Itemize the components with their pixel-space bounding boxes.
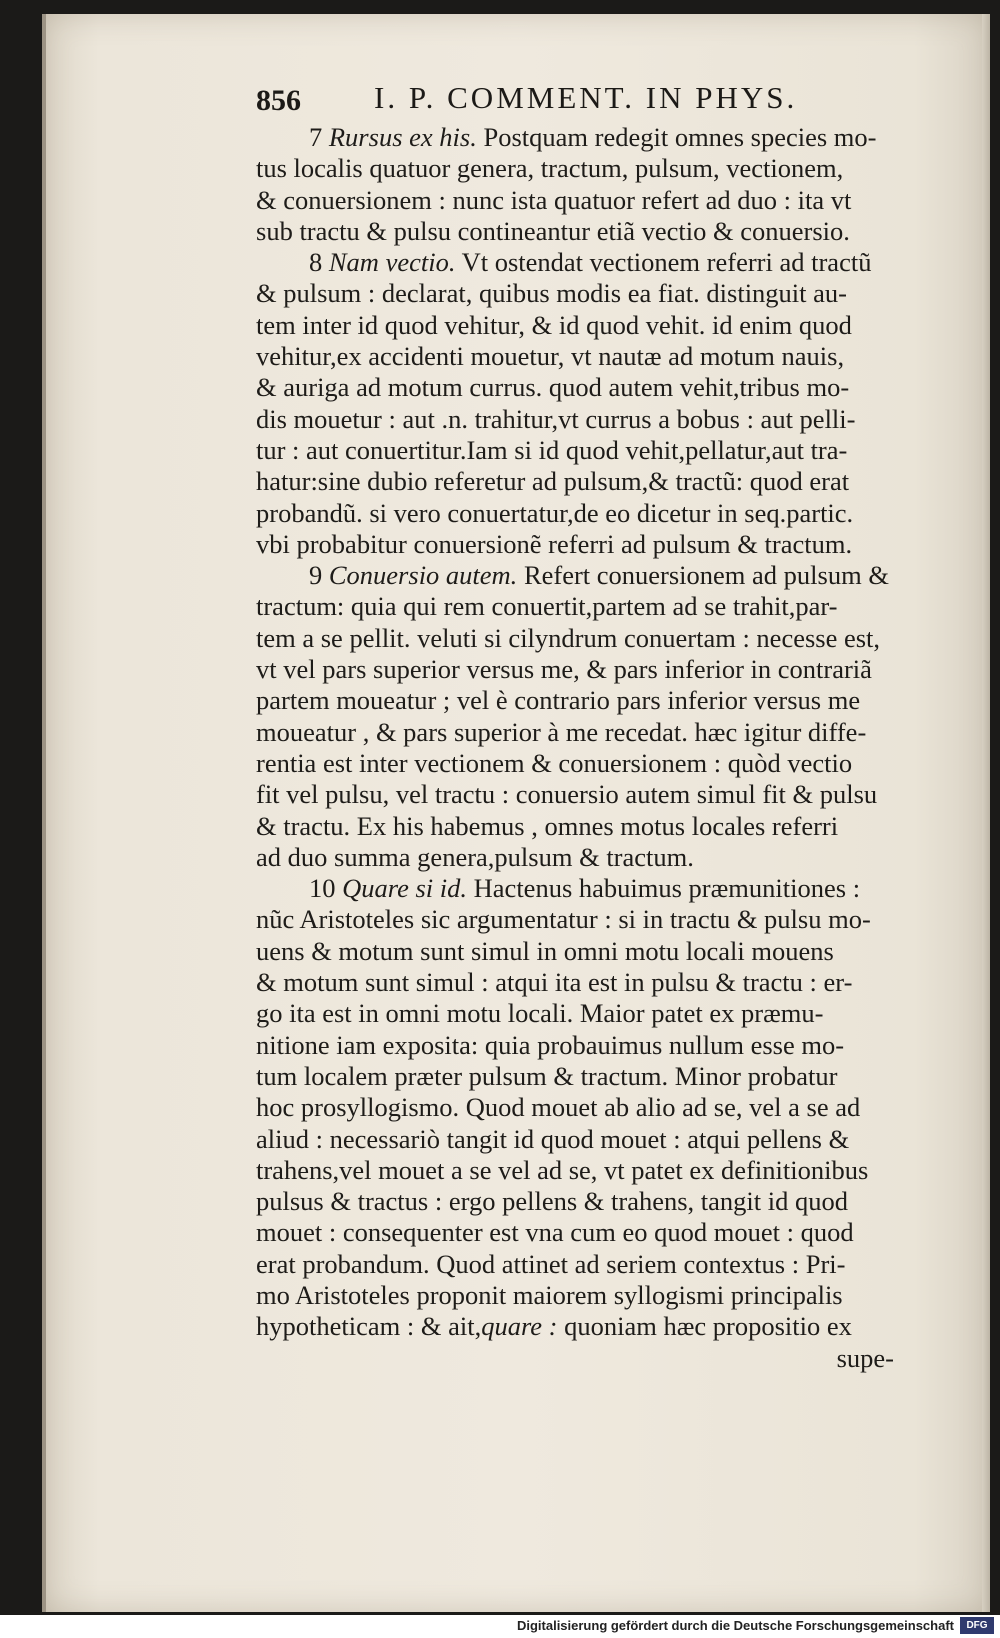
footer-bar bbox=[0, 1615, 1000, 1638]
text-line: & conuersionem : nunc ista quatuor refert ad duo : ita vt bbox=[256, 184, 852, 215]
text-line: & motum sunt simul : atqui ita est in pulsu & tractu : er- bbox=[256, 967, 853, 998]
running-head-title: I. P. COMMENT. IN PHYS. bbox=[374, 80, 798, 115]
running-head bbox=[256, 80, 876, 124]
text-line: tur : aut conuertitur.Iam si id quod vehit,pellatur,aut tra- bbox=[256, 434, 848, 465]
text-line: nũc Aristoteles sic argumentatur : si in tractu & pulsu mo- bbox=[256, 904, 871, 935]
lemma-cue: Conuersio autem. bbox=[328, 560, 518, 591]
text-line: pulsus & tractus : ergo pellens & trahens, tangit id quod bbox=[256, 1186, 848, 1217]
page-number: 856 bbox=[256, 84, 301, 117]
text-line: ad duo summa genera,pulsum & tractum. bbox=[256, 841, 694, 872]
text-line: vt vel pars superior versus me, & pars inferior in contrariã bbox=[256, 654, 872, 685]
text-line: aliud : necessariò tangit id quod mouet : atqui pellens & bbox=[256, 1123, 850, 1154]
text-line: tractum: quia qui rem conuertit,partem ad se trahit,par- bbox=[256, 591, 838, 622]
inline-italic: quare : bbox=[481, 1311, 558, 1342]
text-line: tus localis quatuor genera, tractum, pulsum, vectionem, bbox=[256, 153, 844, 184]
lemma-cue: Rursus ex his. bbox=[328, 122, 477, 152]
text-line: trahens,vel mouet a se vel ad se, vt patet ex definitionibus bbox=[256, 1154, 869, 1185]
paragraph-number: 7 bbox=[309, 122, 323, 152]
text-line: tem a se pellit. veluti si cilyndrum conuertam : necesse est, bbox=[256, 622, 881, 653]
page-edge-right bbox=[982, 14, 990, 1612]
paragraph-number: 8 bbox=[309, 247, 323, 278]
body-text bbox=[256, 122, 946, 1374]
text-line: probandũ. si vero conuertatur,de eo dicetur in seq.partic. bbox=[256, 497, 854, 528]
text-line: moueatur , & pars superior à me recedat. hæc igitur diffe- bbox=[256, 716, 867, 747]
text-line: vbi probabitur conuersionẽ referri ad pulsum & tractum. bbox=[256, 528, 853, 559]
text-line: hoc prosyllogismo. Quod mouet ab alio ad se, vel a se ad bbox=[256, 1092, 861, 1123]
text-line: tum localem præter pulsum & tractum. Minor probatur bbox=[256, 1060, 838, 1091]
text-line: & auriga ad motum currus. quod autem vehit,tribus mo- bbox=[256, 372, 850, 403]
catchword: supe- bbox=[836, 1342, 894, 1373]
text-line: sub tractu & pulsu contineantur etiã vectio & conuersio. bbox=[256, 215, 850, 246]
text-line: hypotheticam : & ait,quare : quoniam hæc propositio ex bbox=[256, 1311, 852, 1342]
text-line: dis mouetur : aut .n. trahitur,vt currus a bobus : aut pelli- bbox=[256, 403, 856, 434]
text-line: fit vel pulsu, vel tractu : conuersio autem simul fit & pulsu bbox=[256, 779, 878, 810]
lemma-cue: Quare si id. bbox=[342, 873, 468, 904]
text-line: uens & motum sunt simul in omni motu locali mouens bbox=[256, 935, 834, 966]
digitization-credit: Digitalisierung gefördert durch die Deutsche Forschungsgemeinschaft bbox=[516, 1618, 954, 1633]
text-line: mouet : consequenter est vna cum eo quod mouet : quod bbox=[256, 1217, 854, 1248]
text-line: vehitur,ex accidenti mouetur, vt nautæ ad motum nauis, bbox=[256, 341, 845, 372]
paragraph-number: 10 bbox=[309, 873, 336, 904]
text-line: tem inter id quod vehitur, & id quod vehit. id enim quod bbox=[256, 309, 852, 340]
text-line: 8 Nam vectio. Vt ostendat vectionem referri ad tractũ bbox=[309, 247, 872, 278]
lemma-cue: Nam vectio. bbox=[328, 247, 456, 278]
text-line: & pulsum : declarat, quibus modis ea fiat. distinguit au- bbox=[256, 278, 847, 309]
text-line: go ita est in omni motu locali. Maior patet ex præmu- bbox=[256, 998, 824, 1029]
text-line: nitione iam exposita: quia probauimus nullum esse mo- bbox=[256, 1029, 845, 1060]
text-line: partem moueatur ; vel è contrario pars inferior versus me bbox=[256, 685, 861, 716]
text-line: hatur:sine dubio referetur ad pulsum,& tractũ: quod erat bbox=[256, 466, 850, 497]
dfg-logo: DFG bbox=[960, 1617, 994, 1634]
text-line: erat probandum. Quod attinet ad seriem contextus : Pri- bbox=[256, 1248, 846, 1279]
text-line: 10 Quare si id. Hactenus habuimus præmunitiones : bbox=[309, 873, 861, 904]
page-edge-left bbox=[42, 14, 46, 1612]
text-line: 7 Rursus ex his. Postquam redegit omnes species mo- bbox=[309, 122, 877, 152]
text-line: mo Aristoteles proponit maiorem syllogismi principalis bbox=[256, 1279, 843, 1310]
text-line: & tractu. Ex his habemus , omnes motus locales referri bbox=[256, 810, 839, 841]
text-line: rentia est inter vectionem & conuersionem : quòd vectio bbox=[256, 747, 853, 778]
paragraph-number: 9 bbox=[309, 560, 323, 591]
text-line: 9 Conuersio autem. Refert conuersionem ad pulsum & bbox=[309, 560, 889, 591]
